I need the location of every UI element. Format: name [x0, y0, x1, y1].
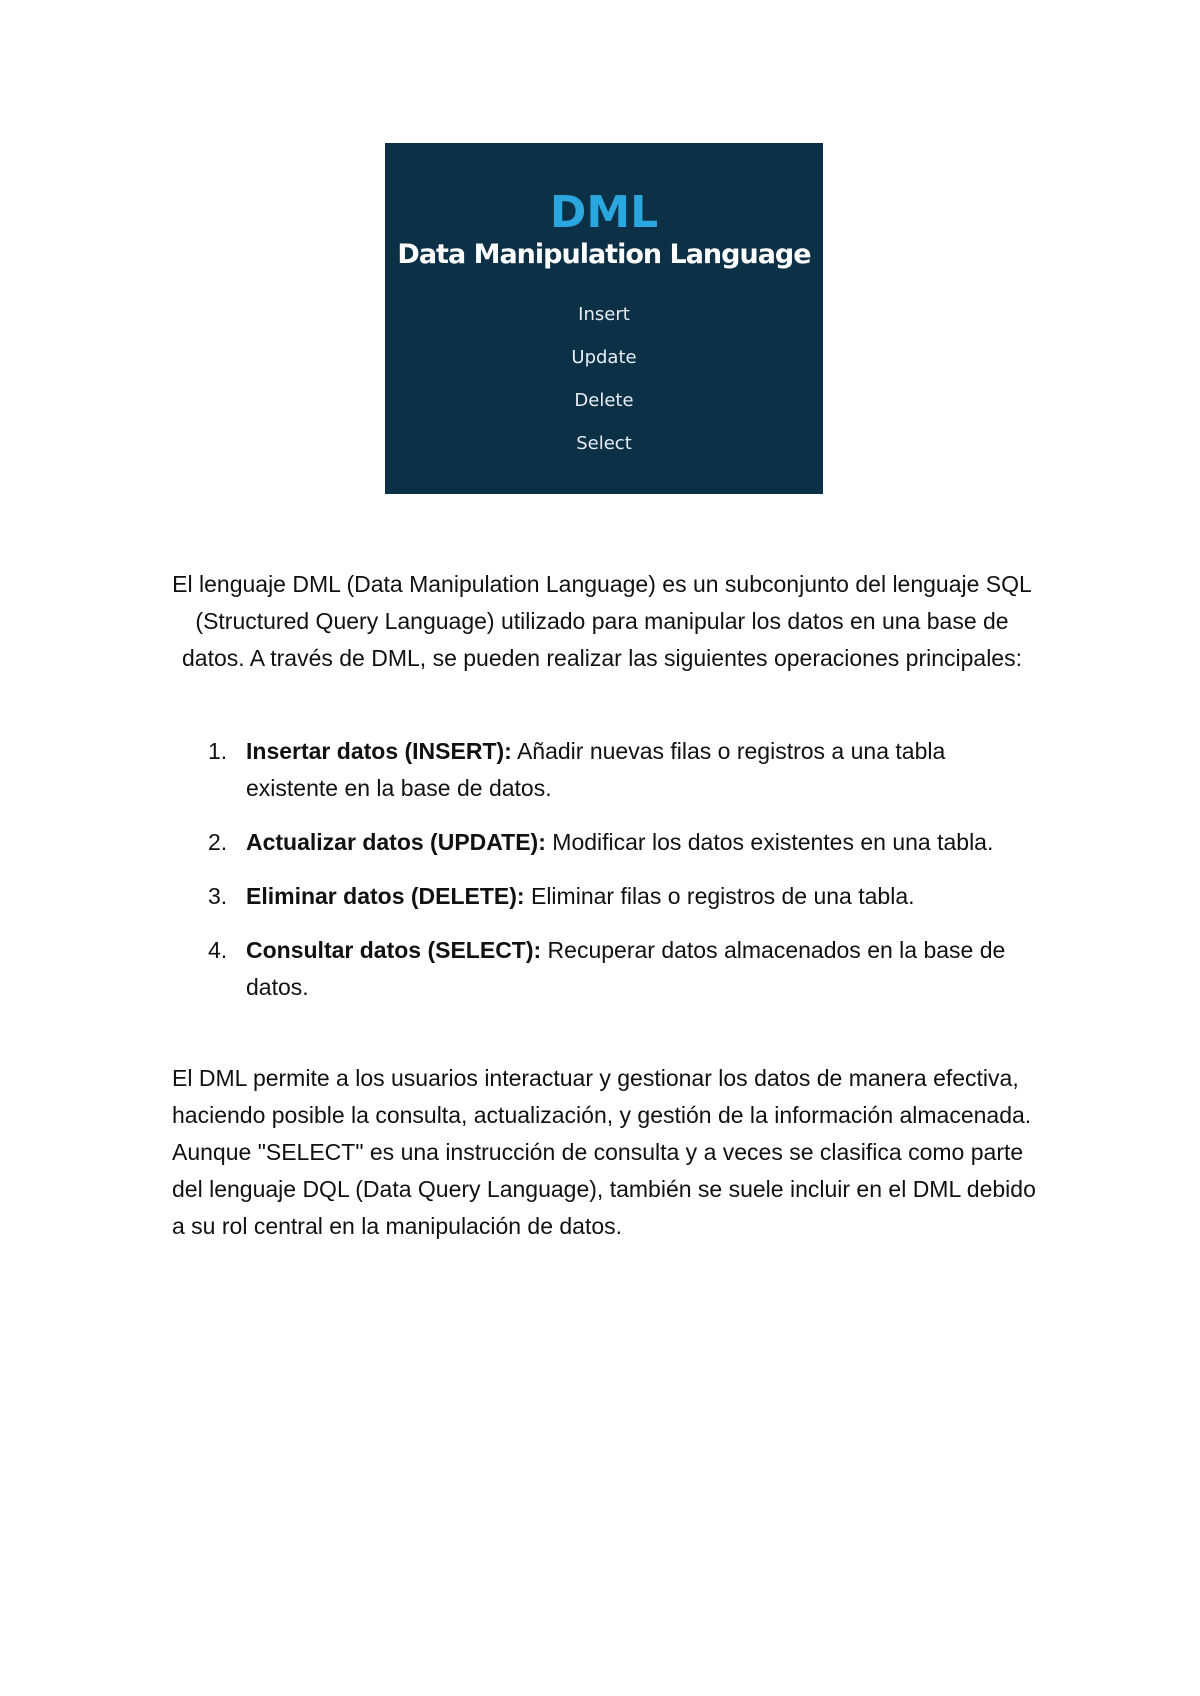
list-item-insert: [200, 733, 1040, 807]
closing-paragraph: El DML permite a los usuarios interactuar y gestionar los datos de manera efectiva, haciendo posible la consulta, actualización, y gestión de la información almacenada. Aunque "SELECT" es una instrucción de consulta y a veces se clasifica como parte del lenguaje DQL (Data Query Language), también se suele incluir en el DML debido a su rol central en la manipulación de datos.: [172, 1065, 1036, 1239]
list-item-description: Añadir nuevas filas o registros a una tabla existente en la base de datos.: [246, 738, 946, 801]
list-item-number: 4.: [208, 937, 228, 963]
list-item-term: Eliminar datos (DELETE):: [246, 883, 525, 909]
list-item-description: Eliminar filas o registros de una tabla.: [524, 883, 915, 909]
list-item-update: [200, 824, 1040, 861]
banner-operation-select: Select: [576, 433, 632, 454]
banner-operations-list: [385, 303, 823, 475]
operations-list: [200, 733, 1040, 1023]
list-item-number: 2.: [208, 829, 228, 855]
list-item-term: Insertar datos (INSERT):: [246, 738, 512, 764]
list-item-select: [200, 932, 1040, 1006]
banner-operation-delete: Delete: [574, 390, 634, 411]
list-item-description: Recuperar datos almacenados en la base de datos.: [246, 937, 1006, 1000]
banner-subtitle: Data Manipulation Language: [397, 239, 811, 270]
dml-banner-image: [385, 143, 823, 494]
list-item-description: Modificar los datos existentes en una tabla.: [545, 829, 994, 855]
list-item-delete: [200, 878, 1040, 915]
banner-operation-insert: Insert: [578, 304, 630, 325]
list-item-term: Consultar datos (SELECT):: [246, 937, 542, 963]
list-item-number: 1.: [208, 738, 228, 764]
list-item-term: Actualizar datos (UPDATE):: [246, 829, 546, 855]
banner-operation-update: Update: [571, 347, 637, 368]
banner-title: DML: [549, 187, 659, 238]
list-item-number: 3.: [208, 883, 228, 909]
intro-paragraph: El lenguaje DML (Data Manipulation Language) es un subconjunto del lenguaje SQL (Structured Query Language) utilizado para manipular los datos en una base de datos. A través de DML, se pueden realizar las siguientes operaciones principales:: [172, 571, 1032, 671]
